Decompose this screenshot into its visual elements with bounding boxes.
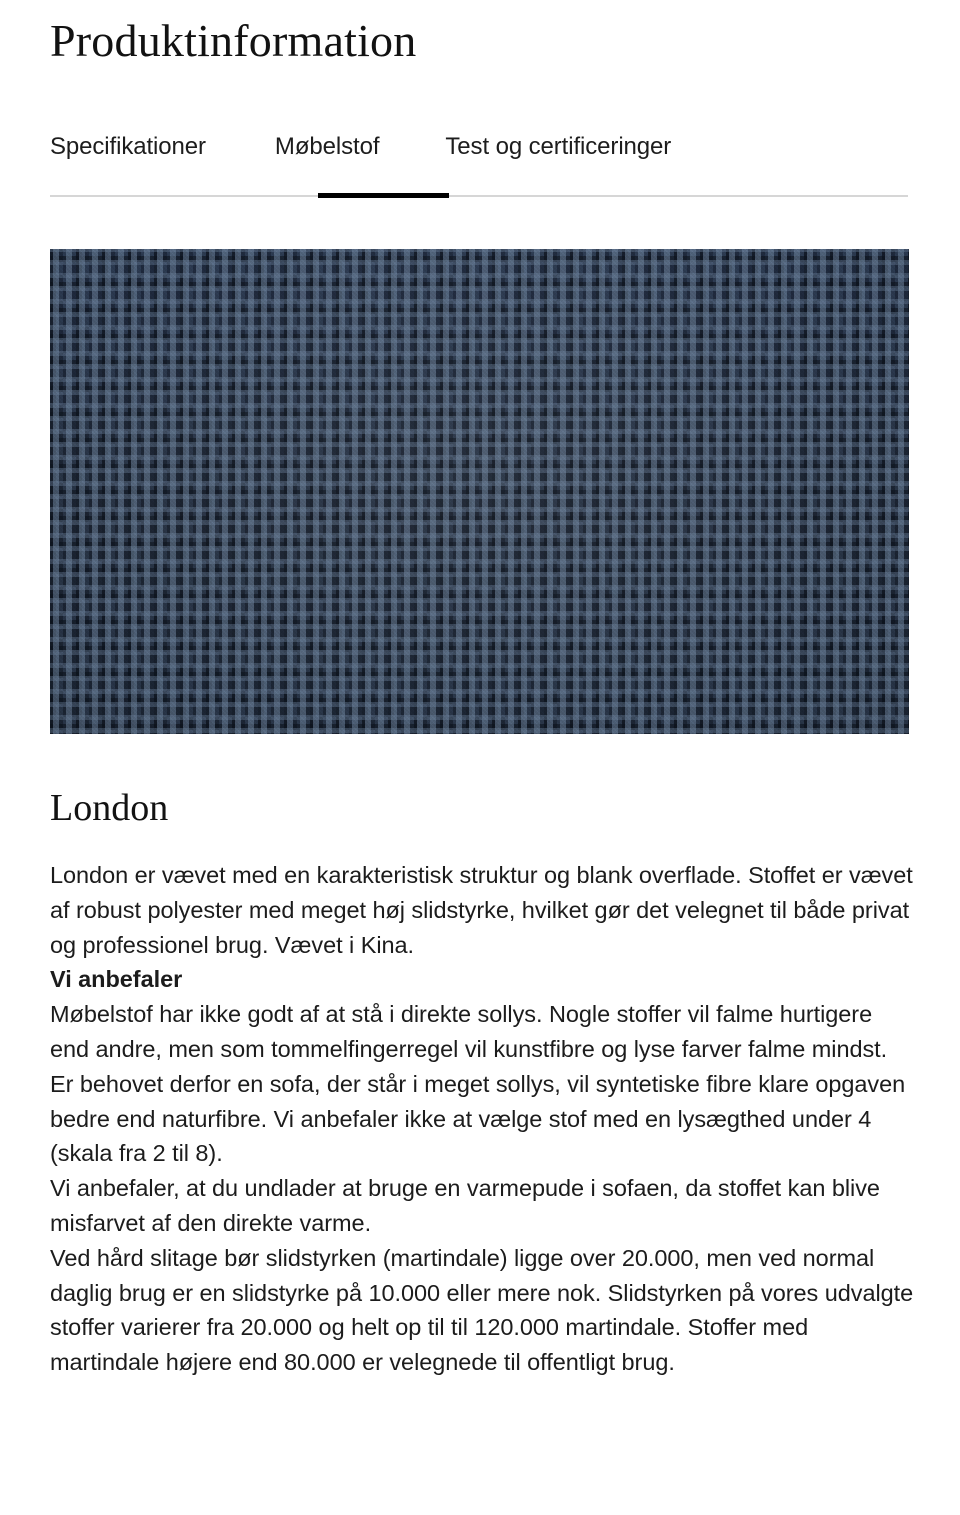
fabric-description [50, 858, 916, 1380]
page-title: Produktinformation [50, 15, 417, 66]
tab-test-og-certificeringer[interactable]: Test og certificeringer [445, 133, 672, 160]
active-tab-indicator [318, 193, 449, 198]
tab-list [50, 133, 908, 181]
fabric-texture-vignette [50, 249, 909, 734]
paragraph-recommend-sunlight: Møbelstof har ikke godt af at stå i direkte sollys. Nogle stoffer vil falme hurtigere end andre, men som tommelfingerregel vil kunstfibre og lyse farver falme mindst. Er behovet derfor en sofa, der står i meget sollys, vil syntetiske fibre klare opgaven bedre end naturfibre. Vi anbefaler ikke at vælge stof med en lysægthed under 4 (skala fra 2 til 8). [50, 1001, 906, 1167]
fabric-swatch-image [50, 249, 909, 734]
paragraph-recommend-heatpad: Vi anbefaler, at du undlader at bruge en varmepude i sofaen, da stoffet kan blive misfarvet af den direkte varme. [50, 1175, 880, 1236]
paragraph-recommend-heading: Vi anbefaler [50, 966, 183, 993]
tab-divider [50, 195, 908, 197]
tab-bar [50, 133, 908, 203]
paragraph-recommend-martindale: Ved hård slitage bør slidstyrken (martindale) ligge over 20.000, men ved normal daglig brug er en slidstyrke på 10.000 eller mere nok. Slidstyrken på vores udvalgte stoffer varierer fra 20.000 og helt op til til 120.000 martindale. Stoffer med martindale højere end 80.000 er velegnede til offentligt brug. [50, 1244, 914, 1376]
tab-specifikationer[interactable]: Specifikationer [50, 133, 206, 160]
paragraph-intro: London er vævet med en karakteristisk struktur og blank overflade. Stoffet er vævet af robust polyester med meget høj slidstyrke, hvilket gør det velegnet til både privat og professionel brug. Vævet i Kina. [50, 862, 913, 958]
fabric-name-heading: London [50, 787, 169, 829]
tab-mobelstof[interactable]: Møbelstof [274, 133, 380, 160]
